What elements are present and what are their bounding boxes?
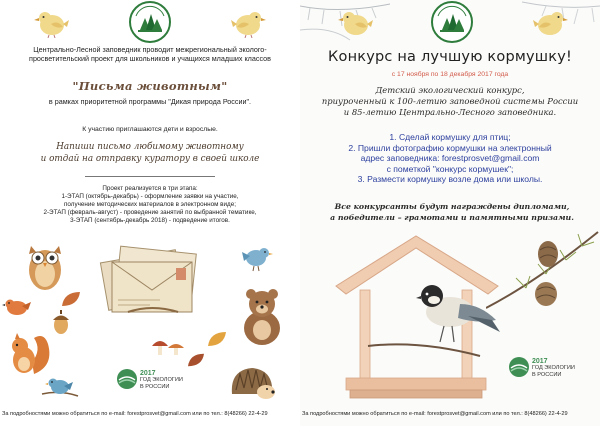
- ecology-year-text: [532, 359, 575, 378]
- step-item: адрес заповедника: forestprosvet@gmail.com: [360, 153, 540, 164]
- project-title: "Письма животным": [72, 79, 228, 93]
- ecology-year-icon: [508, 356, 530, 378]
- stage-item: 2-ЭТАП (февраль-август) - проведение занятий по выбранной тематике,: [43, 209, 257, 216]
- leaf-icon: [60, 290, 82, 308]
- bird-icon: [230, 8, 266, 38]
- step-item: 1. Сделай кормушку для птиц;: [389, 132, 511, 142]
- bear-icon: [236, 284, 288, 346]
- squirrel-icon: [4, 326, 56, 378]
- stage-item: получение методических материалов в электронном виде;: [64, 201, 236, 208]
- call-line: Напиши письмо любимому животному: [56, 142, 244, 152]
- invite-text: К участию приглашаются дети и взрослые.: [82, 126, 218, 133]
- stage-item: 1-ЭТАП (октябрь-декабрь) - оформление заявки на участие,: [61, 193, 239, 200]
- owl-icon: [22, 236, 68, 292]
- leaf-icon: [186, 352, 206, 368]
- stages-block: [14, 185, 286, 225]
- reserve-logo: [128, 0, 172, 44]
- step-item: 2. Пришли фотографию кормушки на электронный: [348, 142, 552, 153]
- contest-title: Конкурс на лучшую кормушку!: [328, 49, 572, 65]
- program-text: в рамках приоритетной программы "Дикая природа России".: [48, 97, 252, 106]
- contact-footer: За подробностями можно обратиться по e-mail: forestprosvet@gmail.com или по тел.: 8(48266) 22-4-29: [2, 411, 268, 417]
- prize-line: а победители – грамотами и памятными призами.: [330, 212, 574, 222]
- organizer-text: Центрально-Лесной заповедник проводит межрегиональный эколого-просветительский проект для школьников и учащихся младших классов: [29, 45, 271, 63]
- stage-item: 3-ЭТАП (сентябрь-декабрь 2018) - подведение итогов.: [70, 217, 230, 224]
- mushroom-icon: [150, 336, 186, 356]
- small-bird-icon: [2, 296, 32, 318]
- contest-intro: [308, 85, 592, 117]
- reserve-logo: [430, 0, 474, 44]
- ecology-year-logo: [116, 368, 186, 394]
- ecology-year-number: 2017: [140, 370, 156, 377]
- ecology-year-line: В РОССИИ: [140, 383, 170, 390]
- small-bird-icon: [240, 244, 276, 272]
- intro-line: Детский экологический конкурс,: [375, 85, 525, 95]
- ecology-year-text: [140, 371, 183, 390]
- contest-dates: с 17 ноября по 18 декабря 2017 года: [391, 71, 509, 78]
- step-item: с пометкой "конкурс кормушек";: [386, 163, 514, 174]
- separator-rule: [85, 176, 215, 177]
- ecology-year-logo: [508, 356, 578, 382]
- ecology-year-icon: [116, 368, 138, 390]
- call-line: и отдай на отправку куратору в своей школе: [40, 154, 260, 164]
- intro-line: и 85-летию Центрально-Лесного заповедника.: [343, 106, 557, 117]
- ecology-year-line: ГОД ЭКОЛОГИИ: [532, 365, 575, 372]
- envelopes-illustration: [98, 238, 206, 318]
- hedgehog-icon: [226, 362, 278, 402]
- prize-text: [322, 202, 582, 223]
- contact-footer: За подробностями можно обратиться по e-mail: forestprosvet@gmail.com или по тел.: 8(48266) 22-4-29: [302, 411, 568, 417]
- prize-line: Все конкурсанты будут награждены дипломами,: [334, 202, 570, 211]
- feeder-contest-poster: [300, 0, 600, 426]
- call-to-action: [14, 141, 286, 165]
- bird-icon: [34, 8, 70, 38]
- leaf-icon: [206, 330, 228, 348]
- step-item: 3. Размести кормушку возле дома или школы.: [357, 174, 543, 185]
- bird-feeder-illustration: [320, 228, 516, 404]
- bird-icon: [338, 8, 374, 38]
- intro-line: приуроченный к 100-летию заповедной системы России: [321, 95, 579, 106]
- ecology-year-line: В РОССИИ: [532, 371, 562, 378]
- ecology-year-line: ГОД ЭКОЛОГИИ: [140, 377, 183, 384]
- stages-intro: Проект реализуется в три этапа:: [102, 185, 198, 192]
- contest-steps: [308, 132, 592, 185]
- small-bird-icon: [40, 374, 80, 402]
- bird-icon: [532, 8, 568, 38]
- ecology-year-number: 2017: [532, 358, 548, 365]
